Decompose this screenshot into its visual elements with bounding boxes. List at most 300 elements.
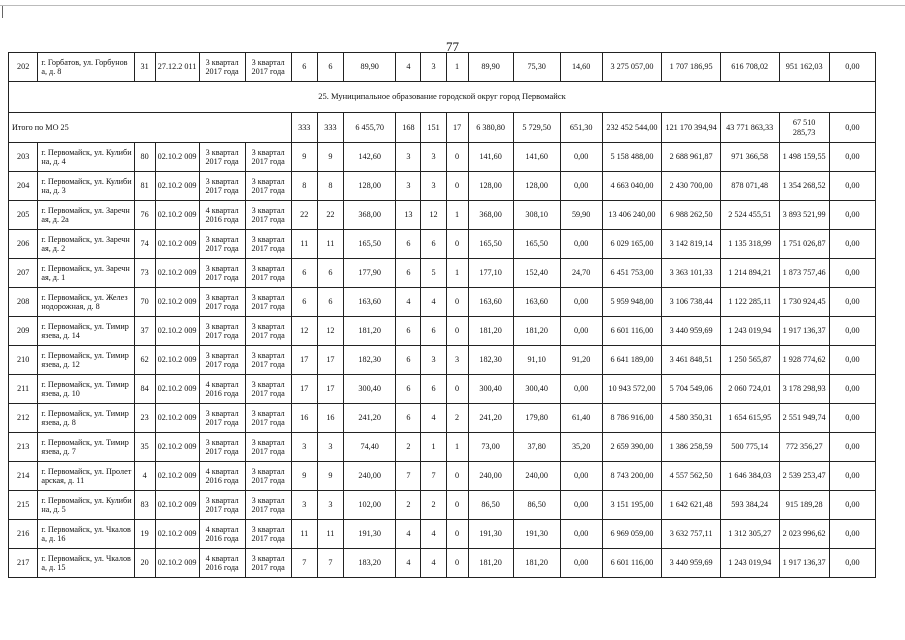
row-number: 212 <box>9 404 38 433</box>
rooms-total-cell: 2 <box>396 433 421 462</box>
plan-period-cell: 3 квартал 2017 года <box>199 433 245 462</box>
doc-number-cell: 73 <box>134 259 155 288</box>
area-municipal-cell: 24,70 <box>560 259 602 288</box>
regional-budget-cell: 1 135 318,99 <box>720 230 779 259</box>
address-cell: г. Первомайск, ул. Заречная, д. 2 <box>38 230 134 259</box>
fund-cell: 6 988 262,50 <box>662 201 721 230</box>
relocation-area-cell: 368,00 <box>468 201 513 230</box>
table-body <box>9 53 876 578</box>
area-total-cell: 181,20 <box>344 317 396 346</box>
local-budget-cell: 1 917 136,37 <box>779 549 829 578</box>
area-total-cell: 163,60 <box>344 288 396 317</box>
total-regional-budget-cell: 43 771 863,33 <box>720 113 779 143</box>
rooms-total-cell: 6 <box>396 259 421 288</box>
doc-date-cell: 02.10.2 009 <box>155 259 199 288</box>
fact-period-cell: 3 квартал 2017 года <box>245 462 291 491</box>
rooms-private-cell: 3 <box>421 53 446 82</box>
total-cost-total-cell: 232 452 544,00 <box>602 113 662 143</box>
rooms-private-cell: 7 <box>421 462 446 491</box>
extra-sources-cell: 0,00 <box>829 201 875 230</box>
fund-cell: 4 557 562,50 <box>662 462 721 491</box>
doc-number-cell: 62 <box>134 346 155 375</box>
area-private-cell: 128,00 <box>513 172 560 201</box>
residents-total-cell: 17 <box>291 375 317 404</box>
doc-date-cell: 02.10.2 009 <box>155 462 199 491</box>
local-budget-cell: 951 162,03 <box>779 53 829 82</box>
rooms-total-cell: 4 <box>396 549 421 578</box>
extra-sources-cell: 0,00 <box>829 462 875 491</box>
relocation-area-cell: 165,50 <box>468 230 513 259</box>
table-row <box>9 230 876 259</box>
section-header-row <box>9 82 876 113</box>
relocation-area-cell: 240,00 <box>468 462 513 491</box>
area-private-cell: 179,80 <box>513 404 560 433</box>
regional-budget-cell: 500 775,14 <box>720 433 779 462</box>
page-number: 77 <box>446 39 459 54</box>
plan-period-cell: 3 квартал 2017 года <box>199 172 245 201</box>
extra-sources-cell: 0,00 <box>829 53 875 82</box>
address-cell: г. Первомайск, ул. Тимирязева, д. 14 <box>38 317 134 346</box>
rooms-municipal-cell: 0 <box>446 172 468 201</box>
row-number: 208 <box>9 288 38 317</box>
area-private-cell: 240,00 <box>513 462 560 491</box>
relocation-area-cell: 73,00 <box>468 433 513 462</box>
row-number: 207 <box>9 259 38 288</box>
area-private-cell: 181,20 <box>513 549 560 578</box>
address-cell: г. Первомайск, ул. Кулибина, д. 5 <box>38 491 134 520</box>
extra-sources-cell: 0,00 <box>829 491 875 520</box>
rooms-private-cell: 2 <box>421 491 446 520</box>
address-cell: г. Первомайск, ул. Заречная, д. 1 <box>38 259 134 288</box>
plan-period-cell: 4 квартал 2016 года <box>199 520 245 549</box>
address-cell: г. Первомайск, ул. Железнодорожная, д. 8 <box>38 288 134 317</box>
row-number: 216 <box>9 520 38 549</box>
rooms-total-cell: 6 <box>396 317 421 346</box>
residents-relocated-cell: 3 <box>317 491 343 520</box>
residents-relocated-cell: 7 <box>317 549 343 578</box>
area-private-cell: 300,40 <box>513 375 560 404</box>
regional-budget-cell: 1 214 894,21 <box>720 259 779 288</box>
local-budget-cell: 3 178 298,93 <box>779 375 829 404</box>
fund-cell: 3 106 738,44 <box>662 288 721 317</box>
table-row <box>9 288 876 317</box>
cost-total-cell: 3 151 195,00 <box>602 491 662 520</box>
residents-relocated-cell: 17 <box>317 346 343 375</box>
total-area-private-cell: 5 729,50 <box>513 113 560 143</box>
total-fund-cell: 121 170 394,94 <box>662 113 721 143</box>
area-municipal-cell: 0,00 <box>560 143 602 172</box>
total-area-total-cell: 6 455,70 <box>344 113 396 143</box>
rooms-municipal-cell: 1 <box>446 259 468 288</box>
fact-period-cell: 3 квартал 2017 года <box>245 520 291 549</box>
extra-sources-cell: 0,00 <box>829 520 875 549</box>
cost-total-cell: 2 659 390,00 <box>602 433 662 462</box>
rooms-municipal-cell: 0 <box>446 549 468 578</box>
regional-budget-cell: 1 243 019,94 <box>720 549 779 578</box>
area-municipal-cell: 35,20 <box>560 433 602 462</box>
fund-cell: 2 688 961,87 <box>662 143 721 172</box>
section-title: 25. Муниципальное образование городской округ город Первомайск <box>9 82 876 113</box>
row-number: 213 <box>9 433 38 462</box>
doc-date-cell: 02.10.2 009 <box>155 230 199 259</box>
doc-date-cell: 02.10.2 009 <box>155 317 199 346</box>
extra-sources-cell: 0,00 <box>829 346 875 375</box>
row-number: 210 <box>9 346 38 375</box>
row-number: 206 <box>9 230 38 259</box>
plan-period-cell: 3 квартал 2017 года <box>199 53 245 82</box>
area-municipal-cell: 0,00 <box>560 230 602 259</box>
doc-number-cell: 23 <box>134 404 155 433</box>
local-budget-cell: 2 023 996,62 <box>779 520 829 549</box>
local-budget-cell: 772 356,27 <box>779 433 829 462</box>
cost-total-cell: 10 943 572,00 <box>602 375 662 404</box>
rooms-private-cell: 12 <box>421 201 446 230</box>
area-total-cell: 300,40 <box>344 375 396 404</box>
regional-budget-cell: 1 250 565,87 <box>720 346 779 375</box>
plan-period-cell: 3 квартал 2017 года <box>199 346 245 375</box>
doc-number-cell: 76 <box>134 201 155 230</box>
rooms-total-cell: 3 <box>396 172 421 201</box>
address-cell: г. Горбатов, ул. Горбунова, д. 8 <box>38 53 134 82</box>
fact-period-cell: 3 квартал 2017 года <box>245 230 291 259</box>
area-total-cell: 183,20 <box>344 549 396 578</box>
housing-table <box>8 52 876 578</box>
table-row <box>9 201 876 230</box>
fund-cell: 3 142 819,14 <box>662 230 721 259</box>
total-extra-sources-cell: 0,00 <box>829 113 875 143</box>
area-total-cell: 177,90 <box>344 259 396 288</box>
rooms-total-cell: 6 <box>396 375 421 404</box>
regional-budget-cell: 1 654 615,95 <box>720 404 779 433</box>
total-area-municipal-cell: 651,30 <box>560 113 602 143</box>
extra-sources-cell: 0,00 <box>829 259 875 288</box>
extra-sources-cell: 0,00 <box>829 172 875 201</box>
fund-cell: 5 704 549,06 <box>662 375 721 404</box>
regional-budget-cell: 878 071,48 <box>720 172 779 201</box>
rooms-private-cell: 3 <box>421 346 446 375</box>
doc-number-cell: 31 <box>134 53 155 82</box>
row-number: 204 <box>9 172 38 201</box>
residents-relocated-cell: 12 <box>317 317 343 346</box>
doc-date-cell: 02.10.2 009 <box>155 201 199 230</box>
fund-cell: 3 363 101,33 <box>662 259 721 288</box>
local-budget-cell: 2 539 253,47 <box>779 462 829 491</box>
doc-date-cell: 02.10.2 009 <box>155 375 199 404</box>
relocation-area-cell: 128,00 <box>468 172 513 201</box>
plan-period-cell: 4 квартал 2016 года <box>199 549 245 578</box>
area-municipal-cell: 91,20 <box>560 346 602 375</box>
residents-total-cell: 12 <box>291 317 317 346</box>
extra-sources-cell: 0,00 <box>829 288 875 317</box>
address-cell: г. Первомайск, ул. Пролетарская, д. 11 <box>38 462 134 491</box>
residents-total-cell: 3 <box>291 433 317 462</box>
local-budget-cell: 915 189,28 <box>779 491 829 520</box>
address-cell: г. Первомайск, ул. Кулибина, д. 4 <box>38 143 134 172</box>
area-total-cell: 182,30 <box>344 346 396 375</box>
doc-number-cell: 83 <box>134 491 155 520</box>
residents-total-cell: 11 <box>291 230 317 259</box>
local-budget-cell: 1 498 159,55 <box>779 143 829 172</box>
area-municipal-cell: 0,00 <box>560 491 602 520</box>
relocation-area-cell: 191,30 <box>468 520 513 549</box>
fund-cell: 3 461 848,51 <box>662 346 721 375</box>
cost-total-cell: 4 663 040,00 <box>602 172 662 201</box>
plan-period-cell: 4 квартал 2016 года <box>199 375 245 404</box>
extra-sources-cell: 0,00 <box>829 433 875 462</box>
table-row <box>9 549 876 578</box>
address-cell: г. Первомайск, ул. Тимирязева, д. 8 <box>38 404 134 433</box>
rooms-total-cell: 4 <box>396 288 421 317</box>
local-budget-cell: 1 751 026,87 <box>779 230 829 259</box>
table-row <box>9 433 876 462</box>
residents-relocated-cell: 11 <box>317 520 343 549</box>
doc-number-cell: 35 <box>134 433 155 462</box>
rooms-private-cell: 3 <box>421 143 446 172</box>
rooms-municipal-cell: 0 <box>446 288 468 317</box>
fund-cell: 1 707 186,95 <box>662 53 721 82</box>
total-residents-relocated-cell: 333 <box>317 113 343 143</box>
residents-total-cell: 9 <box>291 143 317 172</box>
fact-period-cell: 3 квартал 2017 года <box>245 201 291 230</box>
fact-period-cell: 3 квартал 2017 года <box>245 404 291 433</box>
table-row <box>9 143 876 172</box>
area-total-cell: 102,00 <box>344 491 396 520</box>
cost-total-cell: 6 641 189,00 <box>602 346 662 375</box>
cost-total-cell: 8 743 200,00 <box>602 462 662 491</box>
rooms-municipal-cell: 1 <box>446 433 468 462</box>
doc-number-cell: 70 <box>134 288 155 317</box>
regional-budget-cell: 1 312 305,27 <box>720 520 779 549</box>
doc-number-cell: 81 <box>134 172 155 201</box>
fact-period-cell: 3 квартал 2017 года <box>245 491 291 520</box>
rooms-total-cell: 4 <box>396 53 421 82</box>
doc-number-cell: 84 <box>134 375 155 404</box>
cost-total-cell: 13 406 240,00 <box>602 201 662 230</box>
residents-total-cell: 6 <box>291 53 317 82</box>
local-budget-cell: 3 893 521,99 <box>779 201 829 230</box>
address-cell: г. Первомайск, ул. Чкалова, д. 16 <box>38 520 134 549</box>
rooms-total-cell: 7 <box>396 462 421 491</box>
relocation-area-cell: 86,50 <box>468 491 513 520</box>
extra-sources-cell: 0,00 <box>829 549 875 578</box>
rooms-total-cell: 2 <box>396 491 421 520</box>
address-cell: г. Первомайск, ул. Тимирязева, д. 10 <box>38 375 134 404</box>
total-relocation-area-cell: 6 380,80 <box>468 113 513 143</box>
area-total-cell: 368,00 <box>344 201 396 230</box>
rooms-private-cell: 6 <box>421 375 446 404</box>
residents-relocated-cell: 17 <box>317 375 343 404</box>
rooms-municipal-cell: 0 <box>446 375 468 404</box>
row-number: 215 <box>9 491 38 520</box>
extra-sources-cell: 0,00 <box>829 230 875 259</box>
residents-relocated-cell: 8 <box>317 172 343 201</box>
doc-number-cell: 4 <box>134 462 155 491</box>
rooms-private-cell: 6 <box>421 230 446 259</box>
total-local-budget-cell: 67 510 285,73 <box>779 113 829 143</box>
fact-period-cell: 3 квартал 2017 года <box>245 259 291 288</box>
relocation-area-cell: 89,90 <box>468 53 513 82</box>
fact-period-cell: 3 квартал 2017 года <box>245 53 291 82</box>
area-municipal-cell: 14,60 <box>560 53 602 82</box>
plan-period-cell: 3 квартал 2017 года <box>199 143 245 172</box>
table-row <box>9 462 876 491</box>
regional-budget-cell: 1 243 019,94 <box>720 317 779 346</box>
row-number: 203 <box>9 143 38 172</box>
area-municipal-cell: 0,00 <box>560 375 602 404</box>
area-municipal-cell: 0,00 <box>560 520 602 549</box>
rooms-total-cell: 6 <box>396 230 421 259</box>
rooms-municipal-cell: 2 <box>446 404 468 433</box>
total-label: Итого по МО 25 <box>9 113 292 143</box>
area-total-cell: 165,50 <box>344 230 396 259</box>
fact-period-cell: 3 квартал 2017 года <box>245 549 291 578</box>
rooms-private-cell: 4 <box>421 288 446 317</box>
total-rooms-municipal-cell: 17 <box>446 113 468 143</box>
area-total-cell: 241,20 <box>344 404 396 433</box>
rooms-municipal-cell: 0 <box>446 491 468 520</box>
area-total-cell: 240,00 <box>344 462 396 491</box>
relocation-area-cell: 177,10 <box>468 259 513 288</box>
fact-period-cell: 3 квартал 2017 года <box>245 288 291 317</box>
doc-date-cell: 02.10.2 009 <box>155 288 199 317</box>
area-private-cell: 75,30 <box>513 53 560 82</box>
area-total-cell: 74,40 <box>344 433 396 462</box>
rooms-municipal-cell: 1 <box>446 201 468 230</box>
cost-total-cell: 6 969 059,00 <box>602 520 662 549</box>
table-row <box>9 317 876 346</box>
rooms-total-cell: 13 <box>396 201 421 230</box>
doc-date-cell: 02.10.2 009 <box>155 346 199 375</box>
table-row <box>9 491 876 520</box>
address-cell: г. Первомайск, ул. Заречная, д. 2а <box>38 201 134 230</box>
regional-budget-cell: 616 708,02 <box>720 53 779 82</box>
local-budget-cell: 2 551 949,74 <box>779 404 829 433</box>
doc-date-cell: 02.10.2 009 <box>155 520 199 549</box>
table-row <box>9 53 876 82</box>
rooms-total-cell: 6 <box>396 404 421 433</box>
cost-total-cell: 8 786 916,00 <box>602 404 662 433</box>
relocation-area-cell: 141,60 <box>468 143 513 172</box>
plan-period-cell: 3 квартал 2017 года <box>199 288 245 317</box>
area-total-cell: 128,00 <box>344 172 396 201</box>
plan-period-cell: 4 квартал 2016 года <box>199 201 245 230</box>
area-private-cell: 91,10 <box>513 346 560 375</box>
residents-relocated-cell: 11 <box>317 230 343 259</box>
doc-number-cell: 74 <box>134 230 155 259</box>
area-total-cell: 89,90 <box>344 53 396 82</box>
rooms-total-cell: 3 <box>396 143 421 172</box>
table-row <box>9 375 876 404</box>
area-private-cell: 152,40 <box>513 259 560 288</box>
fact-period-cell: 3 квартал 2017 года <box>245 317 291 346</box>
row-number: 217 <box>9 549 38 578</box>
address-cell: г. Первомайск, ул. Чкалова, д. 15 <box>38 549 134 578</box>
rooms-private-cell: 4 <box>421 520 446 549</box>
fund-cell: 1 642 621,48 <box>662 491 721 520</box>
extra-sources-cell: 0,00 <box>829 375 875 404</box>
area-municipal-cell: 0,00 <box>560 288 602 317</box>
regional-budget-cell: 971 366,58 <box>720 143 779 172</box>
doc-date-cell: 02.10.2 009 <box>155 172 199 201</box>
cost-total-cell: 6 029 165,00 <box>602 230 662 259</box>
area-private-cell: 181,20 <box>513 317 560 346</box>
relocation-area-cell: 241,20 <box>468 404 513 433</box>
rooms-private-cell: 3 <box>421 172 446 201</box>
area-municipal-cell: 59,90 <box>560 201 602 230</box>
local-budget-cell: 1 730 924,45 <box>779 288 829 317</box>
local-budget-cell: 1 354 268,52 <box>779 172 829 201</box>
rooms-municipal-cell: 0 <box>446 317 468 346</box>
area-private-cell: 141,60 <box>513 143 560 172</box>
fact-period-cell: 3 квартал 2017 года <box>245 143 291 172</box>
regional-budget-cell: 2 524 455,51 <box>720 201 779 230</box>
residents-total-cell: 8 <box>291 172 317 201</box>
rooms-private-cell: 5 <box>421 259 446 288</box>
extra-sources-cell: 0,00 <box>829 404 875 433</box>
residents-total-cell: 22 <box>291 201 317 230</box>
fact-period-cell: 3 квартал 2017 года <box>245 172 291 201</box>
local-budget-cell: 1 928 774,62 <box>779 346 829 375</box>
row-number: 205 <box>9 201 38 230</box>
area-total-cell: 191,30 <box>344 520 396 549</box>
relocation-area-cell: 181,20 <box>468 549 513 578</box>
local-budget-cell: 1 917 136,37 <box>779 317 829 346</box>
residents-relocated-cell: 9 <box>317 462 343 491</box>
rooms-municipal-cell: 1 <box>446 53 468 82</box>
area-private-cell: 308,10 <box>513 201 560 230</box>
fund-cell: 3 440 959,69 <box>662 317 721 346</box>
residents-total-cell: 7 <box>291 549 317 578</box>
cost-total-cell: 5 959 948,00 <box>602 288 662 317</box>
residents-total-cell: 11 <box>291 520 317 549</box>
fact-period-cell: 3 квартал 2017 года <box>245 346 291 375</box>
rooms-municipal-cell: 0 <box>446 143 468 172</box>
cost-total-cell: 3 275 057,00 <box>602 53 662 82</box>
residents-total-cell: 16 <box>291 404 317 433</box>
table-row <box>9 520 876 549</box>
cost-total-cell: 6 451 753,00 <box>602 259 662 288</box>
extra-sources-cell: 0,00 <box>829 317 875 346</box>
area-total-cell: 142,60 <box>344 143 396 172</box>
extra-sources-cell: 0,00 <box>829 143 875 172</box>
relocation-area-cell: 163,60 <box>468 288 513 317</box>
table-row <box>9 259 876 288</box>
total-residents-total-cell: 333 <box>291 113 317 143</box>
area-municipal-cell: 0,00 <box>560 172 602 201</box>
doc-number-cell: 37 <box>134 317 155 346</box>
plan-period-cell: 3 квартал 2017 года <box>199 259 245 288</box>
residents-total-cell: 9 <box>291 462 317 491</box>
cost-total-cell: 6 601 116,00 <box>602 317 662 346</box>
table-row <box>9 172 876 201</box>
plan-period-cell: 3 квартал 2017 года <box>199 404 245 433</box>
rooms-municipal-cell: 0 <box>446 230 468 259</box>
rooms-private-cell: 6 <box>421 317 446 346</box>
plan-period-cell: 3 квартал 2017 года <box>199 230 245 259</box>
regional-budget-cell: 1 122 285,11 <box>720 288 779 317</box>
residents-relocated-cell: 6 <box>317 259 343 288</box>
top-rule <box>0 5 905 6</box>
cost-total-cell: 6 601 116,00 <box>602 549 662 578</box>
address-cell: г. Первомайск, ул. Тимирязева, д. 7 <box>38 433 134 462</box>
area-private-cell: 86,50 <box>513 491 560 520</box>
total-rooms-private-cell: 151 <box>421 113 446 143</box>
residents-total-cell: 17 <box>291 346 317 375</box>
table-row <box>9 404 876 433</box>
area-municipal-cell: 0,00 <box>560 462 602 491</box>
rooms-private-cell: 4 <box>421 404 446 433</box>
residents-relocated-cell: 22 <box>317 201 343 230</box>
